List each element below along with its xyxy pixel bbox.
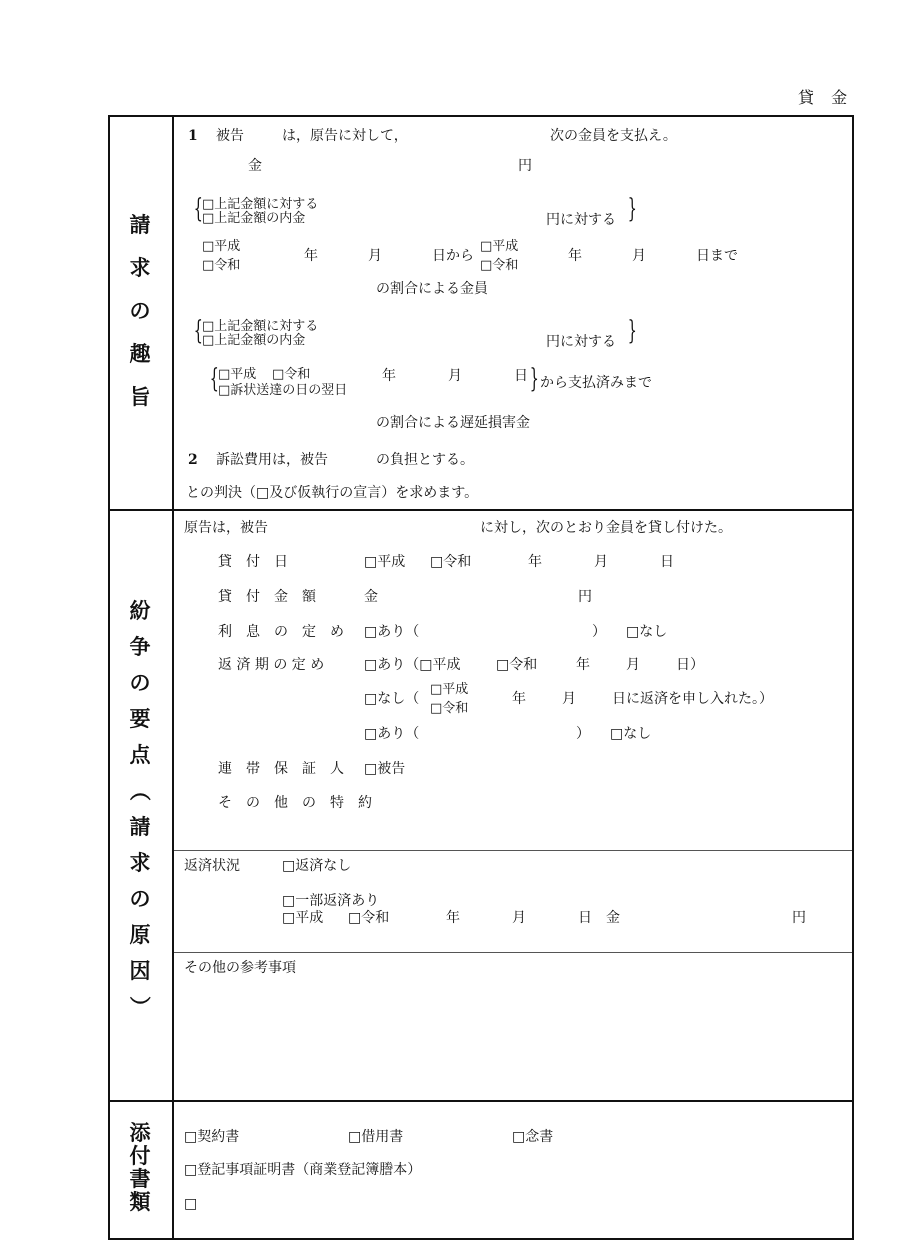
interest-rate-kinin: の割合による金員 [376,281,488,297]
month-unit-3: 月 [448,368,462,384]
section-divider-1 [108,509,854,511]
loan-amount-label: 貸 付 金 額 [218,589,316,605]
partial-en: 円 [792,910,806,926]
section-label-char: 争 [129,634,151,659]
section-label-char: 付 [129,1143,151,1168]
interest-rate-chien: の割合による遅延損害金 [376,415,530,431]
other-terms-label: そ の 他 の 特 約 [218,795,372,811]
loan-amount-en: 円 [578,589,592,605]
section-label-char: 求 [129,255,151,280]
era-reiwa-checkbox-3[interactable]: □令和 [272,367,311,382]
repayment-nashi[interactable]: □なし（ [364,691,420,707]
loan-amount-kin: 金 [364,589,378,605]
guarantor-label: 連 帯 保 証 人 [218,761,344,777]
repayment-request: 日に返済を申し入れた。） [612,691,773,707]
section-label-char: 趣 [129,341,151,366]
brace-right: } [529,364,539,394]
section-label-char: 旨 [129,384,151,409]
section-label-char: の [129,886,151,911]
until-paid: から支払済みまで [540,375,652,391]
era-heisei-checkbox-3[interactable]: □平成 [218,367,257,382]
label-column-divider [172,115,174,1240]
section-label-char: の [129,298,151,323]
frame-top [108,115,854,117]
loan-date-month: 月 [594,554,608,570]
subsection-divider-2 [174,952,852,953]
section-label-char: （ [127,780,153,801]
claim-line2-cost: 訴訟費用は，被告 [216,452,328,468]
month-unit-2: 月 [632,248,646,264]
option-amount-taisuru-2[interactable]: □上記金額に対する [202,319,319,334]
judgment-request: との判決（□及び仮執行の宣言）を求めます。 [186,485,479,501]
section-label-char: 点 [129,742,151,767]
attach-memo[interactable]: □念書 [512,1129,554,1145]
claim-line1-number: 1 [188,128,198,144]
year-unit-3: 年 [382,368,396,384]
day-until: 日まで [696,248,738,264]
cause-intro-b: に対し，次のとおり金員を貸し付けた。 [480,520,732,536]
cause-intro-a: 原告は，被告 [184,520,268,536]
interest-ari[interactable]: □あり（ [364,624,420,640]
en-taisuru-2: 円に対する [546,334,616,350]
brace-left: { [193,194,203,224]
other-close: ） [576,726,590,742]
month-unit: 月 [368,248,382,264]
claim-line1-to-plaintiff: は，原告に対して， [282,128,408,144]
loan-date-reiwa[interactable]: □令和 [430,554,472,570]
attach-loan-note[interactable]: □借用書 [348,1129,404,1145]
reference-notes-label: その他の参考事項 [184,960,296,976]
document-title: 貸 金 [798,88,854,107]
brace-left: { [193,316,203,346]
claim-line1-defendant: 被告 [216,128,244,144]
era-reiwa-checkbox[interactable]: □令和 [202,258,241,273]
era-heisei-checkbox-2[interactable]: □平成 [480,239,519,254]
option-sojo-yokujitsu[interactable]: □訴状送達の日の翌日 [218,383,348,398]
section-label-char: 請 [129,814,151,839]
attach-blank[interactable]: □ [184,1196,198,1212]
repayment-month: 月 [626,657,640,673]
frame-bottom [108,1238,854,1240]
loan-date-label: 貸 付 日 [218,554,288,570]
frame-right [852,115,854,1240]
claim-en: 円 [518,158,532,174]
claim-line2-number: 2 [188,452,198,468]
other-nashi[interactable]: □なし [610,726,652,742]
option-amount-taisuru[interactable]: □上記金額に対する [202,197,319,212]
section-label-dispute [108,600,172,1017]
era-reiwa-checkbox-2[interactable]: □令和 [480,258,519,273]
section-label-char: 原 [129,922,151,947]
section-label-char: 因 [129,958,151,983]
loan-date-year: 年 [528,554,542,570]
section-label-char: 書 [129,1166,151,1191]
section-label-attachments [108,1122,172,1212]
year-unit: 年 [304,248,318,264]
section-label-char: 求 [129,850,151,875]
section-label-char: の [129,670,151,695]
section-label-char: 請 [129,212,151,237]
era-heisei-checkbox[interactable]: □平成 [202,239,241,254]
day-unit-3: 日 [514,368,528,384]
partial-day-kin: 日 金 [578,910,620,926]
day-from: 日から [432,248,474,264]
repayment-ari[interactable]: □あり（□平成 [364,657,461,673]
other-ari[interactable]: □あり（ [364,726,420,742]
interest-close: ） [592,624,606,640]
brace-right: } [627,316,637,346]
claim-line2-burden: の負担とする。 [376,452,474,468]
repayment-term-label: 返 済 期 の 定 め [218,657,325,673]
section-divider-2 [108,1100,854,1102]
option-amount-uchikin-2[interactable]: □上記金額の内金 [202,333,306,348]
section-label-char: 類 [129,1189,151,1214]
brace-right: } [627,194,637,224]
repayment-none[interactable]: □返済なし [282,858,352,874]
partial-year: 年 [446,910,460,926]
claim-kin: 金 [248,158,262,174]
repayment-nashi-reiwa[interactable]: □令和 [430,701,469,716]
section-label-char: 紛 [129,598,151,623]
repayment-partial[interactable]: □一部返済あり [282,893,380,909]
partial-month: 月 [512,910,526,926]
section-label-char: 添 [129,1120,151,1145]
loan-date-heisei[interactable]: □平成 [364,554,406,570]
repayment-year: 年 [576,657,590,673]
repayment-nashi-year: 年 [512,691,526,707]
attach-contract[interactable]: □契約書 [184,1129,240,1145]
repayment-nashi-heisei[interactable]: □平成 [430,682,469,697]
subsection-divider-1 [174,850,852,851]
claim-line1-pay: 次の金員を支払え。 [550,128,677,144]
interest-nashi[interactable]: □なし [626,624,668,640]
repayment-day: 日） [676,657,704,673]
en-taisuru: 円に対する [546,212,616,228]
loan-date-day: 日 [660,554,674,570]
partial-reiwa[interactable]: □令和 [348,910,390,926]
attach-registry[interactable]: □登記事項証明書（商業登記簿謄本） [184,1162,422,1178]
brace-left: { [209,364,219,394]
repayment-reiwa[interactable]: □令和 [496,657,538,673]
repayment-status-label: 返済状況 [184,858,240,874]
partial-heisei[interactable]: □平成 [282,910,324,926]
section-label-char: ） [127,996,153,1017]
section-label-char: 要 [129,706,151,731]
option-amount-uchikin[interactable]: □上記金額の内金 [202,211,306,226]
section-label-claim [108,214,172,407]
interest-label: 利 息 の 定 め [218,624,344,640]
year-unit-2: 年 [568,248,582,264]
repayment-nashi-month: 月 [562,691,576,707]
guarantor-hikoku[interactable]: □被告 [364,761,406,777]
